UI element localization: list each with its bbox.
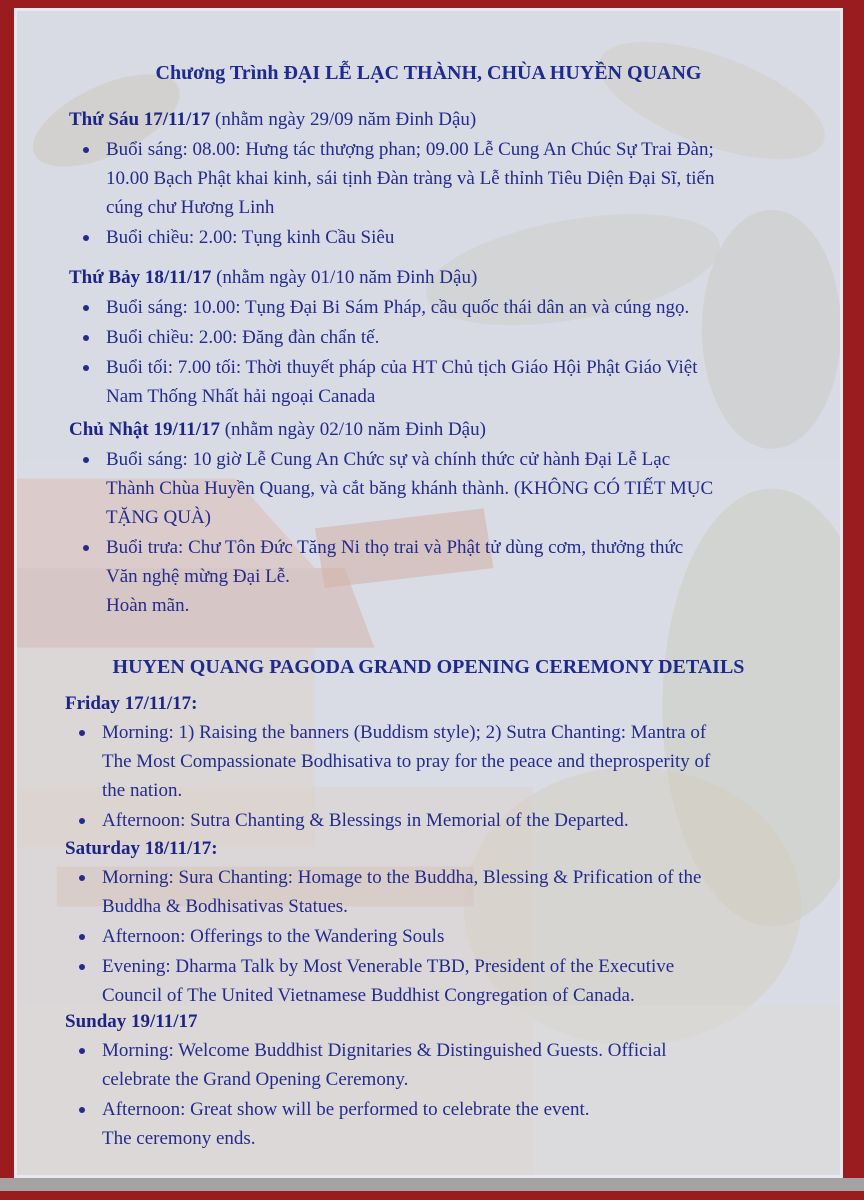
vn-day-items <box>79 293 839 412</box>
english-program-title: HUYEN QUANG PAGODA GRAND OPENING CEREMONY DETAILS <box>112 656 745 678</box>
list-item <box>75 1095 840 1153</box>
list-item-line: Buổi sáng: 10 giờ Lễ Cung An Chức sự và chính thức cử hành Đại Lễ Lạc <box>106 449 671 470</box>
list-item-line: Buổi trưa: Chư Tôn Đức Tăng Ni thọ trai và Phật tử dùng cơm, thưởng thức <box>106 537 684 558</box>
bottom-edge <box>0 1191 864 1200</box>
list-item-line: Afternoon: Great show will be performed to celebrate the event. <box>102 1099 590 1120</box>
list-item-line: Buổi chiều: 2.00: Tụng kinh Cầu Siêu <box>106 227 395 248</box>
vn-day-label: Thứ Bảy 18/11/17 <box>69 267 212 288</box>
list-item <box>75 806 840 835</box>
list-item <box>79 223 839 252</box>
list-item <box>75 718 840 805</box>
bullet-icon <box>83 365 89 371</box>
list-item <box>75 1036 840 1094</box>
list-item-line: TẶNG QUÀ) <box>106 507 212 528</box>
content-layer <box>14 8 843 1178</box>
vn-day-note: (nhằm ngày 29/09 năm Đinh Dậu) <box>210 109 477 130</box>
bullet-icon <box>83 147 89 153</box>
vn-day-heading <box>69 105 476 134</box>
vn-day-heading <box>69 415 486 444</box>
en-day-label: Saturday 18/11/17: <box>65 838 218 859</box>
list-item-line: Evening: Dharma Talk by Most Venerable TBD, President of the Executive <box>102 956 675 977</box>
list-item <box>79 445 839 532</box>
list-item-line: 10.00 Bạch Phật khai kinh, sái tịnh Đàn tràng và Lễ thỉnh Tiêu Diện Đại Sĩ, tiến <box>106 168 715 189</box>
en-day-items <box>75 1036 840 1154</box>
bullet-icon <box>79 875 85 881</box>
vn-day-heading <box>69 263 477 292</box>
list-item-line: Nam Thống Nhất hải ngoại Canada <box>106 386 376 407</box>
list-item-line: Morning: 1) Raising the banners (Buddism style); 2) Sutra Chanting: Mantra of <box>102 722 707 743</box>
vn-day-items <box>79 135 839 253</box>
list-item-line: the nation. <box>102 780 183 801</box>
list-item-line: Afternoon: Offerings to the Wandering Souls <box>102 926 445 947</box>
list-item <box>79 323 839 352</box>
list-item <box>79 135 839 222</box>
list-item-line: Afternoon: Sutra Chanting & Blessings in Memorial of the Departed. <box>102 810 629 831</box>
list-item-line: Morning: Sura Chanting: Homage to the Buddha, Blessing & Prification of the <box>102 867 702 888</box>
bullet-icon <box>83 457 89 463</box>
closing-note: The ceremony ends. <box>102 1128 256 1149</box>
bullet-icon <box>79 964 85 970</box>
vn-day-note: (nhằm ngày 02/10 năm Đinh Dậu) <box>219 419 486 440</box>
list-item-line: Council of The United Vietnamese Buddhist Congregation of Canada. <box>102 985 635 1006</box>
bullet-icon <box>83 235 89 241</box>
en-day-items <box>75 863 840 1011</box>
list-item <box>75 863 840 921</box>
list-item <box>75 922 840 951</box>
en-day-label: Sunday 19/11/17 <box>65 1011 198 1032</box>
en-day-heading <box>65 834 218 863</box>
vn-day-items <box>79 445 839 621</box>
list-item-line: celebrate the Grand Opening Ceremony. <box>102 1069 409 1090</box>
bullet-icon <box>79 1048 85 1054</box>
bullet-icon <box>83 305 89 311</box>
list-item-line: Buổi tối: 7.00 tối: Thời thuyết pháp của HT Chủ tịch Giáo Hội Phật Giáo Việt <box>106 357 698 378</box>
en-day-label: Friday 17/11/17: <box>65 693 198 714</box>
bullet-icon <box>79 934 85 940</box>
vietnamese-program-title: Chương Trình ĐẠI LỄ LẠC THÀNH, CHÙA HUYỀN QUANG <box>155 62 702 84</box>
list-item-line: Buổi sáng: 08.00: Hưng tác thượng phan; 09.00 Lễ Cung An Chúc Sự Trai Đàn; <box>106 139 714 160</box>
list-item-line: Morning: Welcome Buddhist Dignitaries & Distinguished Guests. Official <box>102 1040 667 1061</box>
bullet-icon <box>79 818 85 824</box>
list-item-line: Buổi sáng: 10.00: Tụng Đại Bi Sám Pháp, cầu quốc thái dân an và cúng ngọ. <box>106 297 690 318</box>
bullet-icon <box>79 1107 85 1113</box>
program-content <box>17 11 840 1175</box>
vn-day-note: (nhằm ngày 01/10 năm Đinh Dậu) <box>211 267 478 288</box>
bullet-icon <box>79 730 85 736</box>
vn-day-label: Chủ Nhật 19/11/17 <box>69 419 220 440</box>
closing-note: Hoàn mãn. <box>106 595 190 616</box>
list-item <box>79 293 839 322</box>
vn-day-label: Thứ Sáu 17/11/17 <box>69 109 211 130</box>
list-item <box>79 533 839 620</box>
list-item <box>75 952 840 1010</box>
en-day-heading <box>65 1007 198 1036</box>
en-day-items <box>75 718 840 836</box>
bullet-icon <box>83 335 89 341</box>
list-item-line: The Most Compassionate Bodhisativa to pray for the peace and theprosperity of <box>102 751 711 772</box>
list-item-line: Thành Chùa Huyền Quang, và cắt băng khánh thành. (KHÔNG CÓ TIẾT MỤC <box>106 478 714 499</box>
list-item <box>79 353 839 411</box>
list-item-line: cúng chư Hương Linh <box>106 197 275 218</box>
list-item-line: Buddha & Bodhisativas Statues. <box>102 896 348 917</box>
list-item-line: Buổi chiều: 2.00: Đăng đàn chẩn tế. <box>106 327 380 348</box>
list-item-line: Văn nghệ mừng Đại Lễ. <box>106 566 290 587</box>
en-day-heading <box>65 689 197 718</box>
bullet-icon <box>83 545 89 551</box>
